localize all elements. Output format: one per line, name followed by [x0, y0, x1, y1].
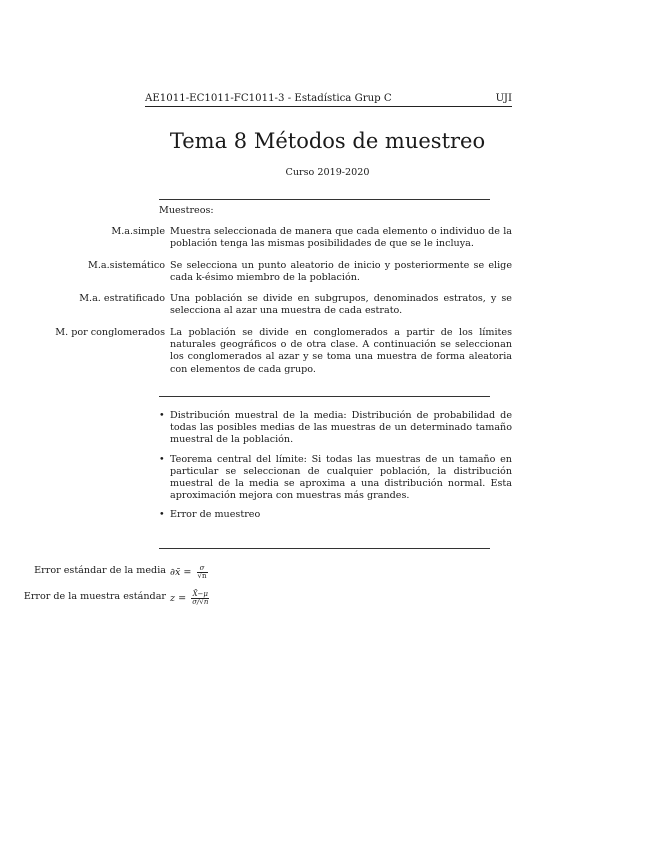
formula-lhs: ∂x̄ =	[170, 567, 192, 578]
concept-list	[158, 410, 512, 529]
list-item	[158, 454, 512, 503]
muestreos-label: Muestreos:	[159, 205, 214, 216]
formula-label: Error estándar de la media	[34, 565, 166, 576]
fraction-numerator: X̄−μ	[192, 590, 208, 598]
definition-text: Muestra seleccionada de manera que cada elemento o individuo de la población tenga las mismas posibilidades de que se le incluya.	[170, 226, 512, 250]
institution: UJI	[495, 93, 512, 104]
definition-term: M.a.simple	[111, 226, 165, 237]
definition-term: M.a. estratificado	[79, 293, 165, 304]
list-item	[158, 410, 512, 447]
list-item	[158, 509, 512, 521]
bullet-icon: •	[159, 410, 165, 421]
definition-term: M.a.sistemático	[88, 260, 165, 271]
definition-text: La población se divide en conglomerados a partir de los límites naturales geográficos o de otra clase. A continuación se seleccionan los conglomerados al azar y se toma una muestra de forma aleatoria con elementos de cada grupo.	[170, 327, 512, 375]
divider	[159, 396, 490, 397]
formula-label: Error de la muestra estándar	[23, 591, 166, 602]
fraction-numerator: σ	[197, 565, 208, 573]
list-item-text: Distribución muestral de la media: Distribución de probabilidad de todas las posibles medias de las muestras de un determinado tamaño muestral de la población.	[170, 410, 512, 446]
page-header	[145, 93, 512, 107]
course-year: Curso 2019-2020	[285, 167, 370, 178]
formula-lhs: z =	[170, 593, 187, 604]
formula-expression	[170, 591, 209, 606]
formula-expression	[170, 565, 208, 580]
definition-text: Se selecciona un punto aleatorio de inicio y posteriormente se elige cada k-ésimo miembro de la población.	[170, 260, 512, 284]
bullet-icon: •	[159, 509, 165, 521]
bullet-icon: •	[159, 453, 165, 465]
fraction-denominator: σ/√n	[192, 598, 209, 606]
page-title: Tema 8 Métodos de muestreo	[169, 129, 486, 153]
divider	[159, 548, 490, 549]
course-code: AE1011-EC1011-FC1011-3 - Estadística Grup C	[145, 93, 392, 104]
divider	[159, 199, 490, 200]
list-item-text: Error de muestreo	[170, 509, 261, 521]
fraction-denominator: √n	[197, 572, 207, 580]
list-item-text: Teorema central del límite: Si todas las muestras de un tamaño en particular se seleccionan de cualquier población, la distribución muestral de la media se aproxima a una distribución normal. Esta aproximación mejora con muestras más grandes.	[170, 453, 512, 502]
definition-term: M. por conglomerados	[55, 327, 165, 338]
fraction	[197, 565, 208, 580]
fraction	[191, 591, 209, 606]
definition-text: Una población se divide en subgrupos, denominados estratos, y se selecciona al azar una muestra de cada estrato.	[170, 293, 512, 317]
